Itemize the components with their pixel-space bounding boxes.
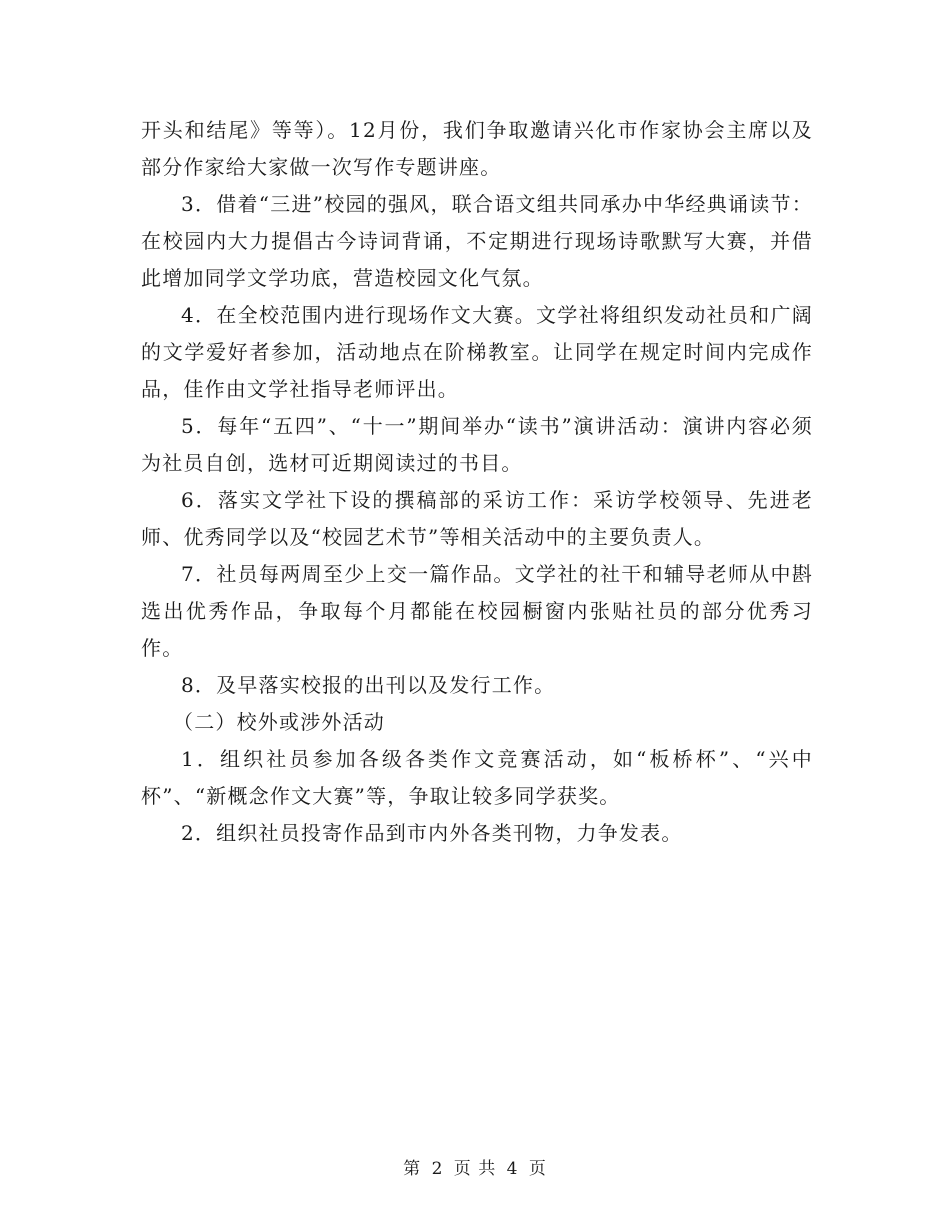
paragraph-item-3: 3．借着“三进”校园的强风，联合语文组共同承办中华经典诵读节：在校园内大力提倡古今诗词背诵，不定期进行现场诗歌默写大赛，并借此增加同学文学功底，营造校园文化气氛。 — [141, 192, 813, 290]
footer-prefix: 第 — [403, 1159, 422, 1179]
footer-current-page: 2 — [431, 1159, 444, 1179]
footer-suffix: 页 — [528, 1159, 547, 1179]
paragraph-item-8: 8．及早落实校报的出刊以及发行工作。 — [181, 673, 556, 697]
footer-total-pages: 4 — [506, 1159, 519, 1179]
paragraph-item-7: 7．社员每两周至少上交一篇作品。文学社的社干和辅导老师从中斟选出优秀作品，争取每个月都能在校园橱窗内张贴社员的部分优秀习作。 — [141, 562, 813, 660]
paragraph-continuation: 开头和结尾》等等）。12月份，我们争取邀请兴化市作家协会主席以及部分作家给大家做一次写作专题讲座。 — [141, 118, 813, 179]
page-footer — [0, 1154, 950, 1179]
footer-middle: 页 共 — [453, 1159, 497, 1179]
paragraph-item-4: 4．在全校范围内进行现场作文大赛。文学社将组织发动社员和广阔的文学爱好者参加，活动地点在阶梯教室。让同学在规定时间内完成作品，佳作由文学社指导老师评出。 — [141, 303, 813, 401]
paragraph-item-6: 6．落实文学社下设的撰稿部的采访工作：采访学校领导、先进老师、优秀同学以及“校园艺术节”等相关活动中的主要负责人。 — [141, 488, 813, 549]
section-heading: （二）校外或涉外活动 — [173, 710, 385, 734]
paragraph-item-5: 5．每年“五四”、“十一”期间举办“读书”演讲活动：演讲内容必须为社员自创，选材可近期阅读过的书目。 — [141, 414, 813, 475]
paragraph-outside-item-1: 1．组织社员参加各级各类作文竞赛活动，如“板桥杯”、“兴中杯”、“新概念作文大赛”等，争取让较多同学获奖。 — [141, 747, 813, 808]
document-body — [141, 112, 813, 852]
paragraph-outside-item-2: 2．组织社员投寄作品到市内外各类刊物，力争发表。 — [181, 821, 683, 845]
